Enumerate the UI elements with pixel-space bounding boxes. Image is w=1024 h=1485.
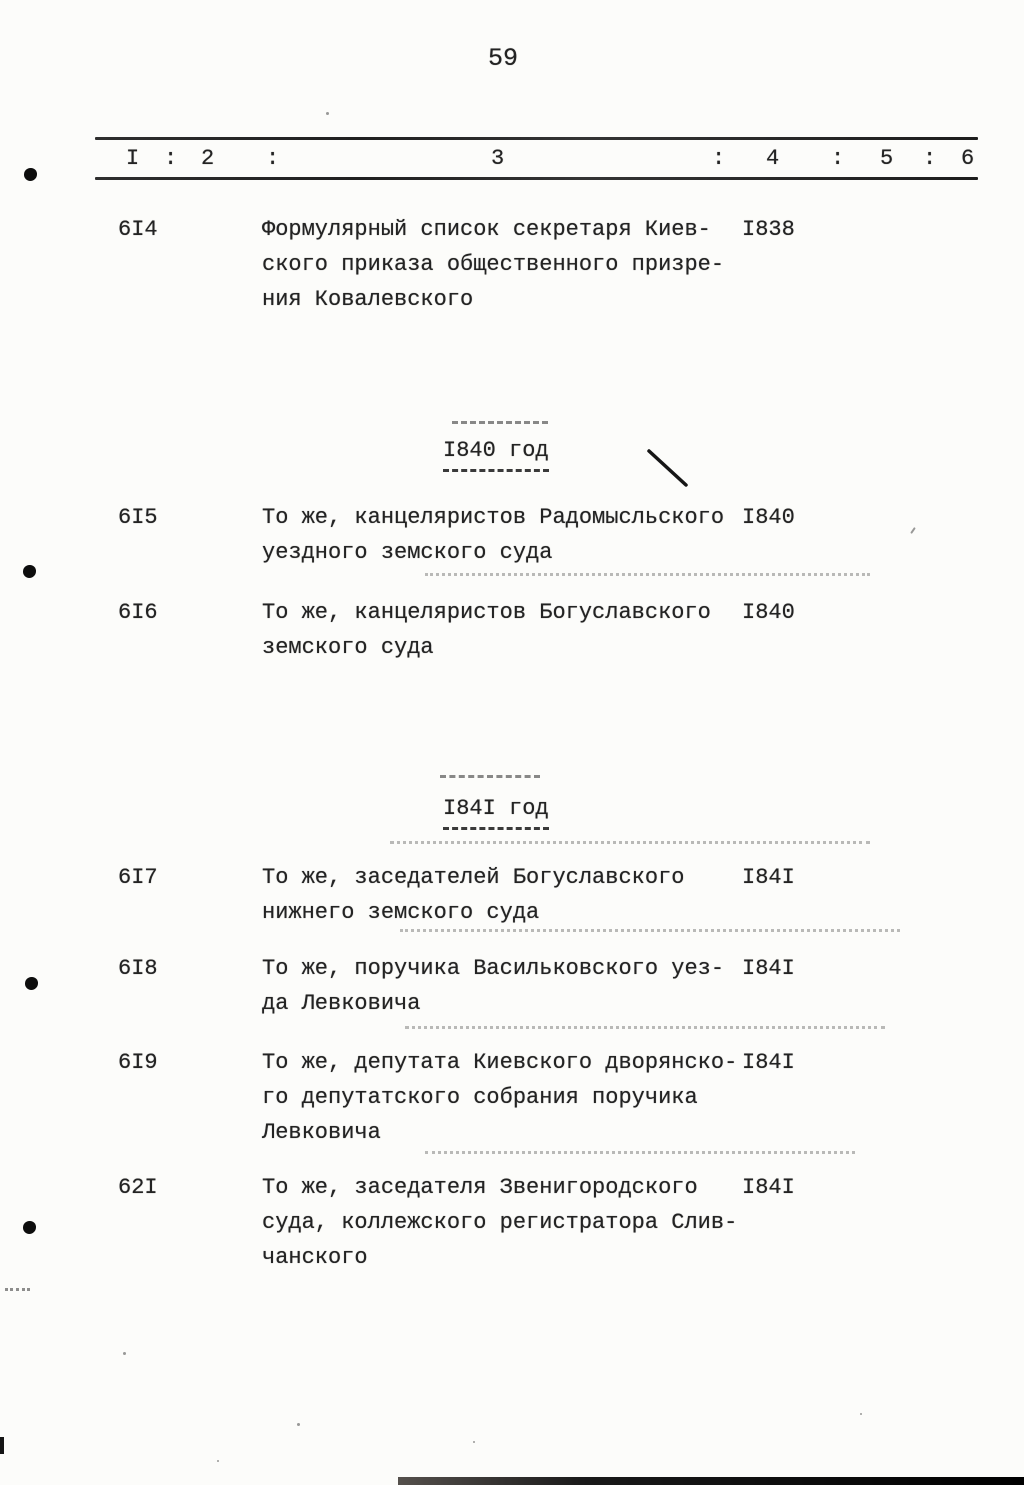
scan-artifact: [425, 1151, 855, 1154]
scan-artifact: [5, 1288, 30, 1291]
entry-description-line: чанского: [262, 1245, 368, 1270]
column-separator: :: [923, 146, 937, 171]
entry-number: 62I: [118, 1175, 158, 1200]
scan-speck: [473, 1441, 475, 1443]
entry-description-line: суда, коллежского регистратора Слив-: [262, 1210, 738, 1235]
section-heading-1840: I840 год: [443, 436, 549, 472]
entry-description-line: То же, заседателя Звенигородского: [262, 1175, 698, 1200]
column-separator: :: [266, 146, 280, 171]
column-header-2: 2: [201, 146, 215, 171]
entry-year: I840: [742, 505, 795, 530]
entry-description-line: уездного земского суда: [262, 540, 553, 565]
entry-year: I84I: [742, 1175, 795, 1200]
margin-ink-dot: [23, 565, 36, 578]
margin-ink-dot: [24, 168, 37, 181]
entry-description-line: То же, депутата Киевского дворянско-: [262, 1050, 738, 1075]
scan-speck: [217, 1460, 219, 1462]
scan-speck: [297, 1423, 300, 1426]
column-header-1: I: [126, 146, 140, 171]
margin-ink-dot: [23, 1221, 36, 1234]
scan-speck: [910, 527, 916, 534]
entry-description: [262, 595, 711, 665]
entry-number: 6I8: [118, 956, 158, 981]
entry-description: [262, 500, 724, 570]
entry-number: 6I7: [118, 865, 158, 890]
pen-stroke-mark: [640, 445, 700, 495]
entry-description-line: да Левковича: [262, 991, 421, 1016]
entry-description-line: ния Ковалевского: [262, 287, 474, 312]
entry-number: 6I6: [118, 600, 158, 625]
entry-number: 6I5: [118, 505, 158, 530]
scan-speck: [860, 1413, 862, 1415]
entry-description-line: го депутатского собрания поручика: [262, 1085, 698, 1110]
section-heading-1841: I84I год: [443, 794, 549, 830]
entry-year: I84I: [742, 956, 795, 981]
scan-speck: [123, 1352, 126, 1355]
column-header-5: 5: [880, 146, 894, 171]
column-separator: :: [712, 146, 726, 171]
entry-description: [262, 1045, 737, 1150]
entry-year: I838: [742, 217, 795, 242]
entry-description-line: Левковича: [262, 1120, 381, 1145]
scan-speck: [326, 112, 329, 115]
entry-year: I84I: [742, 1050, 795, 1075]
scan-artifact: [405, 1026, 885, 1029]
column-header-4: 4: [766, 146, 780, 171]
scan-artifact: [425, 573, 870, 576]
entry-description-line: То же, поручика Васильковского уез-: [262, 956, 725, 981]
entry-description-line: То же, заседателей Богуславского: [262, 865, 685, 890]
entry-description-line: ского приказа общественного призре-: [262, 252, 725, 277]
entry-year: I840: [742, 600, 795, 625]
entry-description: [262, 860, 684, 930]
bottom-scan-bar: [398, 1477, 1024, 1485]
entry-description-line: То же, канцеляристов Богуславского: [262, 600, 711, 625]
scan-artifact: [452, 421, 548, 424]
scan-artifact: [440, 775, 540, 778]
entry-description-line: нижнего земского суда: [262, 900, 540, 925]
entry-description: [262, 951, 724, 1021]
page-number: 59: [488, 44, 519, 73]
entry-description-line: земского суда: [262, 635, 434, 660]
entry-description: [262, 212, 724, 317]
entry-description: [262, 1170, 737, 1275]
entry-description-line: То же, канцеляристов Радомысльского: [262, 505, 725, 530]
scan-artifact: [400, 929, 900, 932]
entry-year: I84I: [742, 865, 795, 890]
column-separator: :: [164, 146, 178, 171]
scan-artifact: [390, 841, 870, 844]
column-separator: :: [831, 146, 845, 171]
margin-ink-dot: [25, 977, 38, 990]
table-header-bottom-rule: [95, 177, 978, 180]
column-header-6: 6: [961, 146, 975, 171]
edge-scan-mark: [0, 1437, 4, 1454]
entry-description-line: Формулярный список секретаря Киев-: [262, 217, 711, 242]
entry-number: 6I4: [118, 217, 158, 242]
table-top-rule: [95, 137, 978, 140]
column-header-3: 3: [491, 146, 505, 171]
entry-number: 6I9: [118, 1050, 158, 1075]
